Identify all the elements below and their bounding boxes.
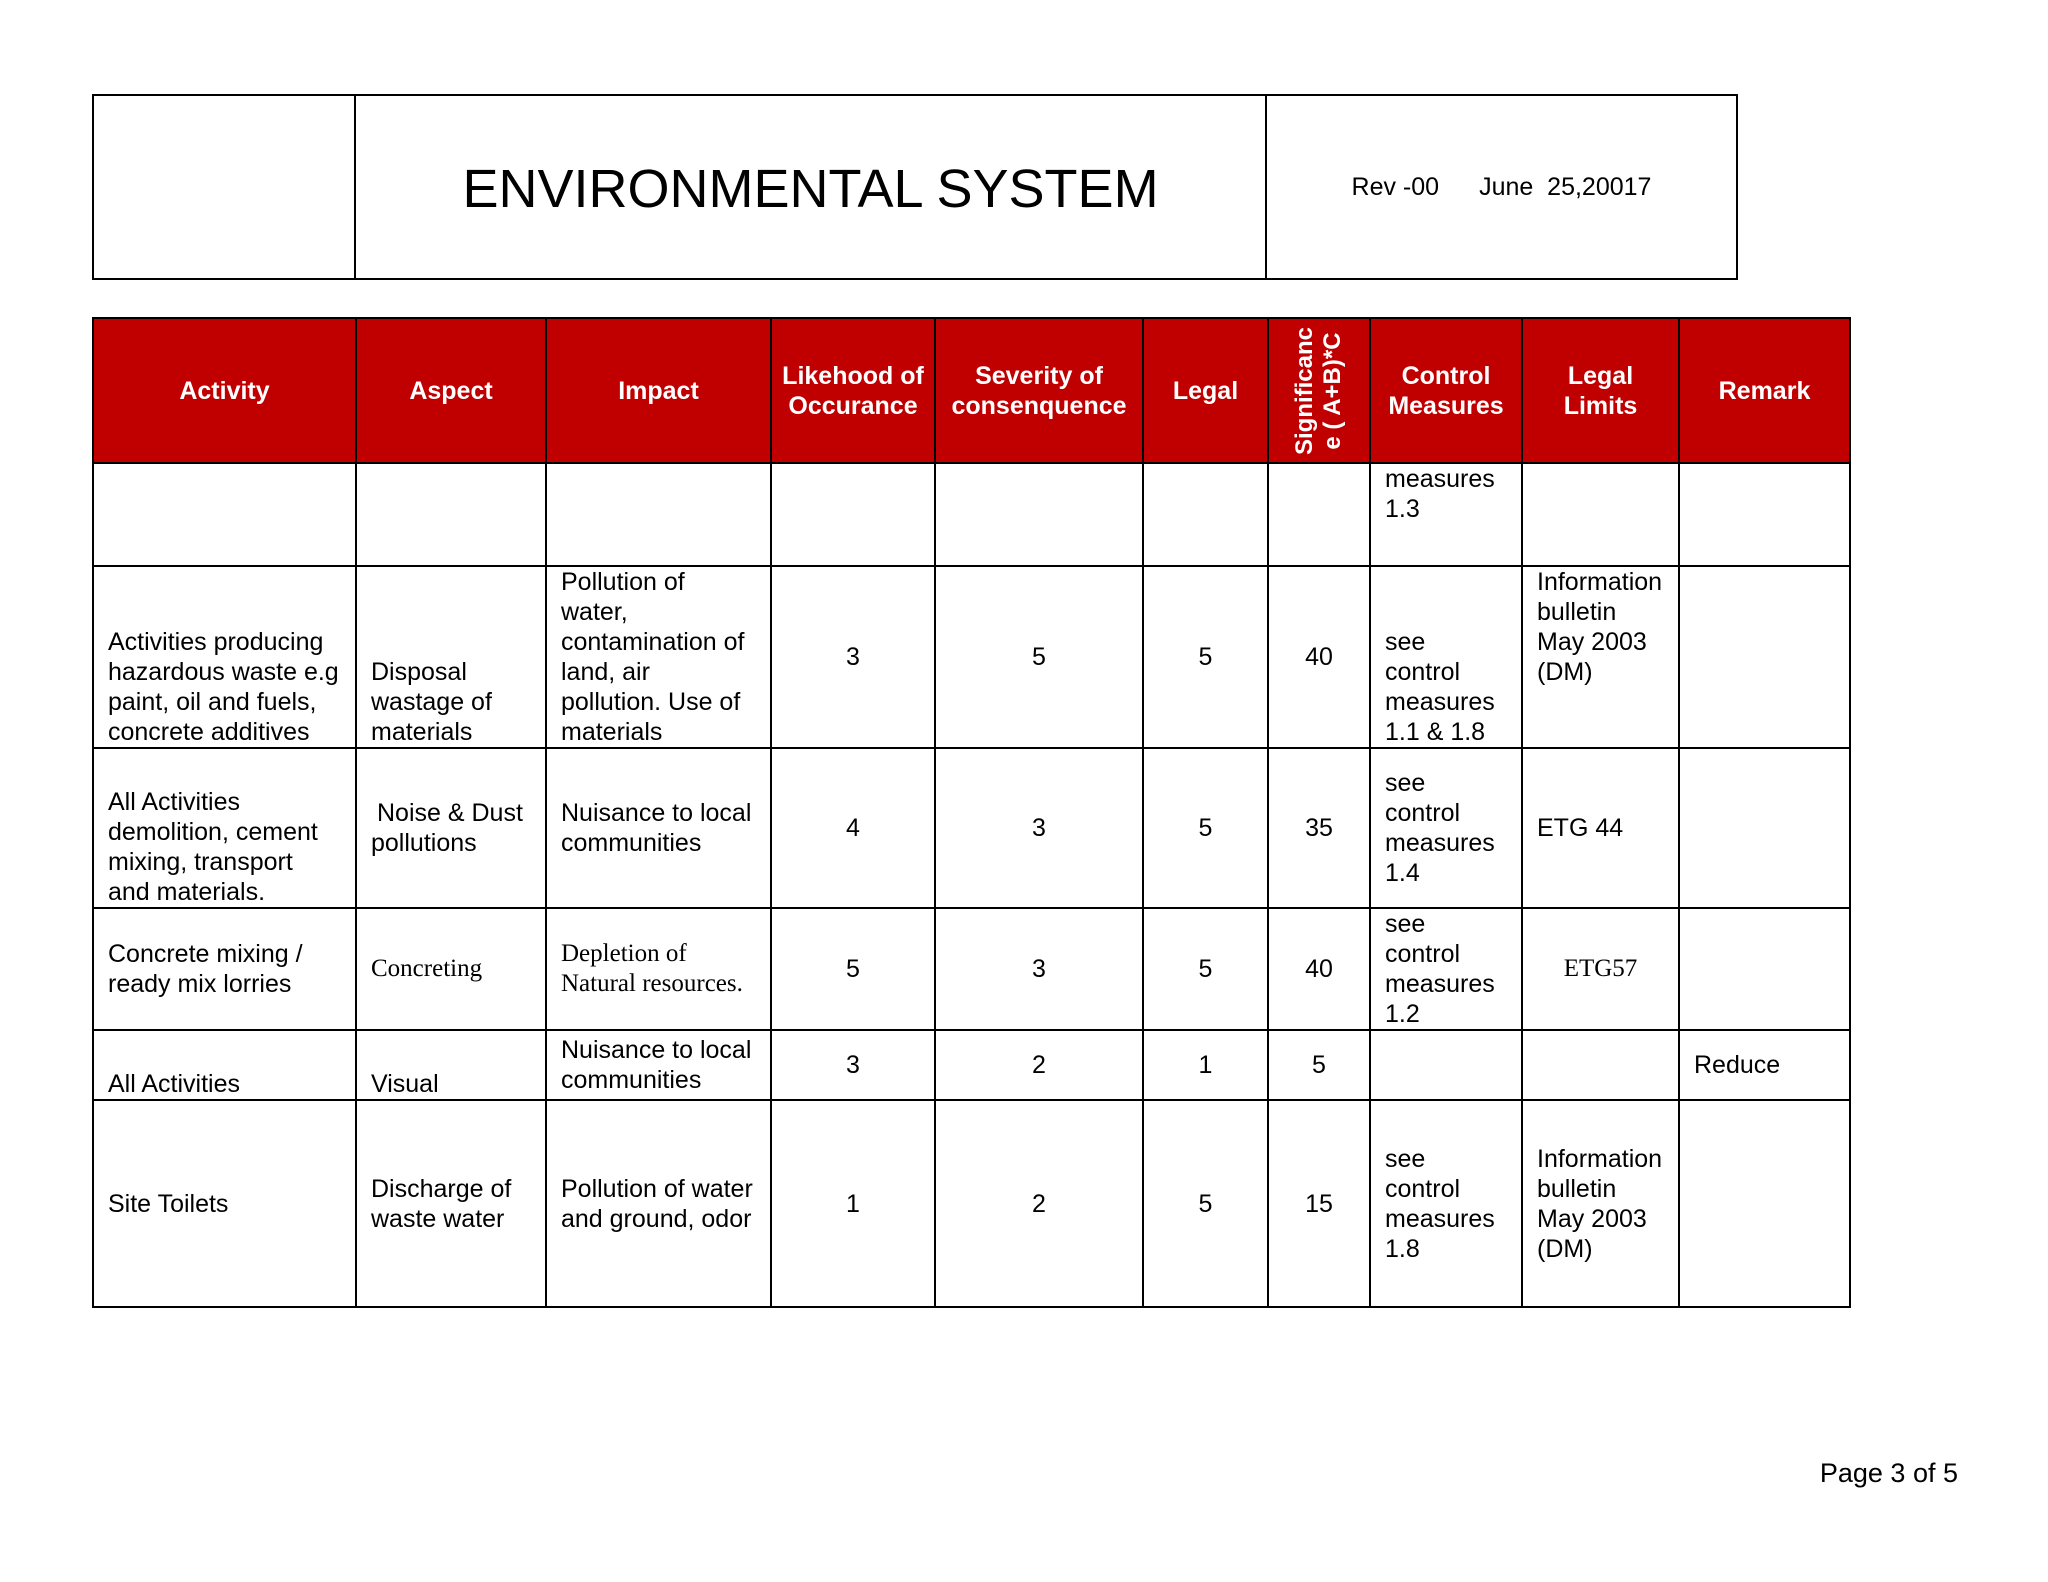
column-header-likelihood	[771, 318, 935, 463]
table-row	[93, 463, 1850, 566]
cell-activity: All Activities	[93, 1030, 356, 1100]
cell-activity: Concrete mixing / ready mix lorries	[93, 908, 356, 1030]
cell-legal-limits: Information bulletin May 2003 (DM)	[1522, 566, 1679, 748]
revision-info	[1267, 96, 1736, 278]
cell-legal	[1143, 463, 1268, 566]
cell-activity: Activities producing hazardous waste e.g paint, oil and fuels, concrete additives	[93, 566, 356, 748]
cell-control-measures: see control measures 1.8	[1370, 1100, 1522, 1307]
cell-legal: 5	[1143, 566, 1268, 748]
table-row	[93, 1100, 1850, 1307]
column-header-remark: Remark	[1679, 318, 1850, 463]
cell-severity	[935, 463, 1143, 566]
cell-severity: 5	[935, 566, 1143, 748]
column-header-severity: Severity of consenquence	[935, 318, 1143, 463]
cell-aspect	[356, 463, 546, 566]
cell-severity: 3	[935, 908, 1143, 1030]
cell-severity: 2	[935, 1100, 1143, 1307]
logo-cell	[94, 96, 356, 278]
cell-remark	[1679, 748, 1850, 908]
cell-impact	[546, 463, 771, 566]
column-header-legal: Legal	[1143, 318, 1268, 463]
column-header-legal-limits: Legal Limits	[1522, 318, 1679, 463]
cell-impact: Pollution of water and ground, odor	[546, 1100, 771, 1307]
revision-number: Rev -00	[1351, 172, 1440, 201]
cell-legal: 5	[1143, 1100, 1268, 1307]
cell-aspect: Disposal wastage of materials	[356, 566, 546, 748]
cell-aspect: Discharge of waste water	[356, 1100, 546, 1307]
cell-likelihood	[771, 463, 935, 566]
column-header-impact: Impact	[546, 318, 771, 463]
table-row	[93, 1030, 1850, 1100]
document-title: ENVIRONMENTAL SYSTEM	[356, 96, 1267, 278]
column-header-likelihood-label: Likehood of Occurance	[782, 361, 924, 420]
cell-impact: Nuisance to local communities	[546, 748, 771, 908]
cell-impact: Depletion of Natural resources.	[546, 908, 771, 1030]
cell-likelihood: 3	[771, 566, 935, 748]
cell-remark	[1679, 566, 1850, 748]
cell-likelihood: 4	[771, 748, 935, 908]
cell-impact: Nuisance to local communities	[546, 1030, 771, 1100]
cell-legal-limits: ETG57	[1522, 908, 1679, 1030]
cell-legal-limits	[1522, 1030, 1679, 1100]
column-header-significance	[1268, 318, 1370, 463]
cell-remark	[1679, 463, 1850, 566]
cell-severity: 2	[935, 1030, 1143, 1100]
cell-control-measures: measures 1.3	[1370, 463, 1522, 566]
cell-significance	[1268, 463, 1370, 566]
cell-aspect: Concreting	[356, 908, 546, 1030]
cell-legal-limits: ETG 44	[1522, 748, 1679, 908]
page-number: Page 3 of 5	[1819, 1458, 1958, 1488]
cell-likelihood: 5	[771, 908, 935, 1030]
column-header-aspect: Aspect	[356, 318, 546, 463]
column-header-control-measures: Control Measures	[1370, 318, 1522, 463]
cell-activity: Site Toilets	[93, 1100, 356, 1307]
cell-legal-limits: Information bulletin May 2003 (DM)	[1522, 1100, 1679, 1307]
cell-control-measures: see control measures 1.4	[1370, 748, 1522, 908]
document-header	[92, 94, 1738, 280]
cell-aspect: Noise & Dust pollutions	[356, 748, 546, 908]
column-header-activity: Activity	[93, 318, 356, 463]
cell-likelihood: 3	[771, 1030, 935, 1100]
cell-control-measures	[1370, 1030, 1522, 1100]
cell-significance: 40	[1268, 566, 1370, 748]
cell-legal: 5	[1143, 908, 1268, 1030]
cell-legal: 5	[1143, 748, 1268, 908]
cell-significance: 5	[1268, 1030, 1370, 1100]
cell-activity	[93, 463, 356, 566]
cell-impact: Pollution of water, contamination of land, air pollution. Use of materials	[546, 566, 771, 748]
cell-legal-limits	[1522, 463, 1679, 566]
aspects-impacts-register-table	[92, 317, 1851, 1308]
cell-legal: 1	[1143, 1030, 1268, 1100]
cell-likelihood: 1	[771, 1100, 935, 1307]
table-row	[93, 748, 1850, 908]
cell-significance: 40	[1268, 908, 1370, 1030]
cell-control-measures: see control measures 1.2	[1370, 908, 1522, 1030]
revision-date: June 25,20017	[1479, 172, 1652, 201]
cell-activity: All Activities demolition, cement mixing, transport and materials.	[93, 748, 356, 908]
cell-remark: Reduce	[1679, 1030, 1850, 1100]
cell-remark	[1679, 1100, 1850, 1307]
table-row	[93, 908, 1850, 1030]
cell-control-measures: see control measures 1.1 & 1.8	[1370, 566, 1522, 748]
cell-severity: 3	[935, 748, 1143, 908]
cell-aspect: Visual	[356, 1030, 546, 1100]
table-row	[93, 566, 1850, 748]
cell-significance: 15	[1268, 1100, 1370, 1307]
column-header-significance-label: Significanc e ( A+B)*C	[1291, 326, 1346, 455]
table-header-row	[93, 318, 1850, 463]
cell-significance: 35	[1268, 748, 1370, 908]
cell-remark	[1679, 908, 1850, 1030]
